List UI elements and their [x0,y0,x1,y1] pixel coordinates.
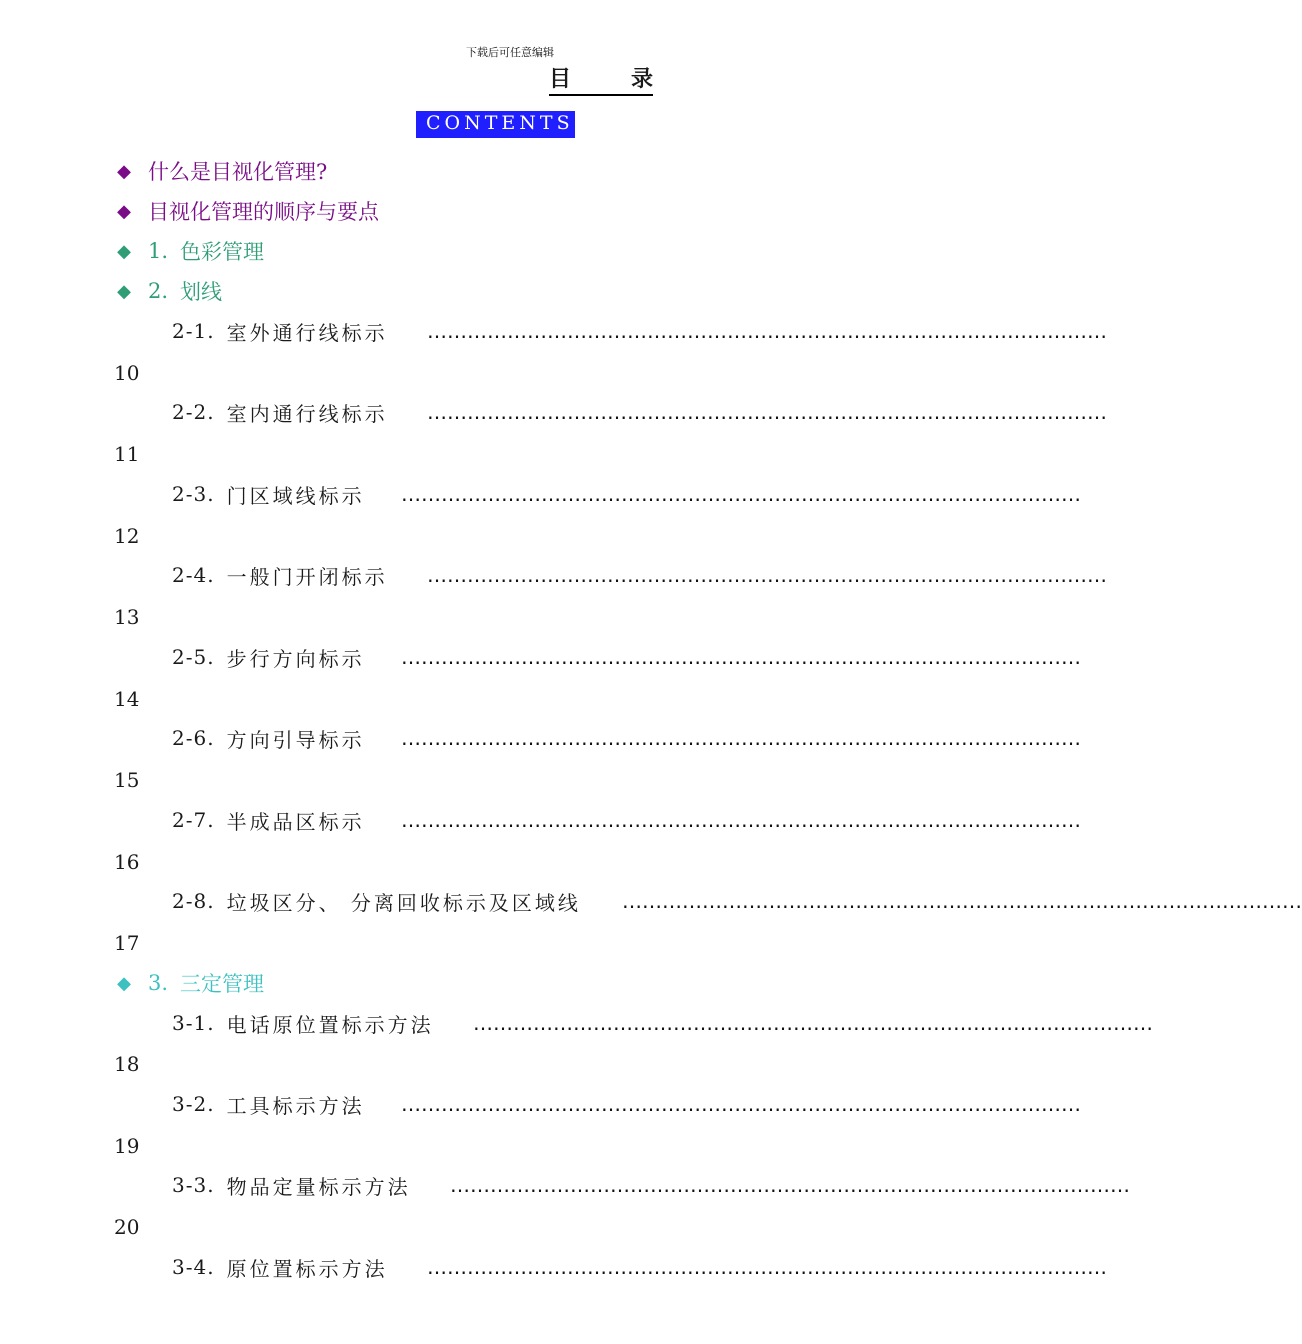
entry-number: 2-4. [172,563,215,587]
entry-label: 室内通行线标示 [226,401,388,426]
leader-dots: ………………………………………………………………………………………… [427,400,1107,424]
entry-page-number: 12 [114,524,140,548]
entry-label: 原位置标示方法 [226,1256,388,1281]
toc-entry-2-4[interactable] [172,560,1107,590]
leader-dots: ………………………………………………………………………………………… [401,808,1081,832]
bullet-label: 色彩管理 [180,240,265,264]
toc-entry-2-2[interactable] [172,397,1107,427]
entry-label: 半成品区标示 [226,809,365,834]
toc-entry-2-7[interactable] [172,805,1081,835]
download-note: 下载后可任意编辑 [466,46,554,59]
leader-dots: ………………………………………………………………………………………… [450,1173,1130,1197]
entry-number: 2-7. [172,808,215,832]
toc-entry-2-5[interactable] [172,642,1081,672]
entry-page-number: 14 [114,687,140,711]
contents-banner: CONTENTS [416,111,575,138]
bullet-number: 1. [148,239,169,263]
bullet-number: 3. [148,971,169,995]
toc-title-char-2: 录 [630,67,653,92]
entry-number: 2-5. [172,645,215,669]
leader-dots: ………………………………………………………………………………………… [427,563,1107,587]
toc-bullet-color-management[interactable] [114,236,264,266]
entry-page-number: 15 [114,768,140,792]
entry-page-number: 18 [114,1052,140,1076]
diamond-icon: ◆ [117,280,131,302]
toc-bullet-order-points[interactable] [114,196,379,226]
leader-dots: ………………………………………………………………………………………… [622,889,1302,913]
entry-number: 3-4. [172,1255,215,1279]
entry-number: 3-2. [172,1092,215,1116]
bullet-label: 什么是目视化管理? [148,160,328,184]
bullet-label: 三定管理 [180,972,265,996]
entry-page-number: 17 [114,931,140,955]
toc-title-char-1: 目 [549,67,572,92]
entry-number: 2-8. [172,889,215,913]
diamond-icon: ◆ [117,972,131,994]
entry-label: 电话原位置标示方法 [226,1012,434,1037]
toc-entry-2-3[interactable] [172,479,1081,509]
toc-title [549,66,653,96]
entry-number: 2-1. [172,319,215,343]
toc-entry-3-1[interactable] [172,1008,1153,1038]
entry-page-number: 19 [114,1134,140,1158]
entry-page-number: 16 [114,850,140,874]
leader-dots: ………………………………………………………………………………………… [401,645,1081,669]
entry-label: 室外通行线标示 [226,320,388,345]
leader-dots: ………………………………………………………………………………………… [427,1255,1107,1279]
toc-bullet-what-is[interactable] [114,156,327,186]
entry-label: 步行方向标示 [226,646,365,671]
toc-entry-2-8[interactable] [172,886,1302,916]
entry-number: 3-3. [172,1173,215,1197]
diamond-icon: ◆ [117,200,131,222]
leader-dots: ………………………………………………………………………………………… [401,726,1081,750]
leader-dots: ………………………………………………………………………………………… [427,319,1107,343]
toc-entry-3-2[interactable] [172,1089,1081,1119]
entry-label: 物品定量标示方法 [226,1174,411,1199]
entry-label: 门区域线标示 [226,483,365,508]
diamond-icon: ◆ [117,160,131,182]
bullet-label: 划线 [180,280,223,304]
toc-entry-2-6[interactable] [172,723,1081,753]
entry-page-number: 10 [114,361,140,385]
toc-entry-2-1[interactable] [172,316,1107,346]
entry-page-number: 13 [114,605,140,629]
leader-dots: ………………………………………………………………………………………… [401,1092,1081,1116]
entry-label: 一般门开闭标示 [226,564,388,589]
toc-bullet-three-fixed-management[interactable] [114,968,264,998]
toc-bullet-line-marking[interactable] [114,276,222,306]
entry-label: 方向引导标示 [226,727,365,752]
bullet-label: 目视化管理的顺序与要点 [148,200,379,224]
bullet-number: 2. [148,279,169,303]
toc-entry-3-3[interactable] [172,1170,1130,1200]
entry-page-number: 11 [114,442,140,466]
entry-number: 3-1. [172,1011,215,1035]
entry-number: 2-3. [172,482,215,506]
entry-label: 垃圾区分、 分离回收标示及区域线 [226,890,581,915]
leader-dots: ………………………………………………………………………………………… [401,482,1081,506]
entry-page-number: 20 [114,1215,140,1239]
leader-dots: ………………………………………………………………………………………… [473,1011,1153,1035]
entry-number: 2-2. [172,400,215,424]
entry-number: 2-6. [172,726,215,750]
entry-label: 工具标示方法 [226,1093,365,1118]
toc-entry-3-4[interactable] [172,1252,1107,1282]
diamond-icon: ◆ [117,240,131,262]
